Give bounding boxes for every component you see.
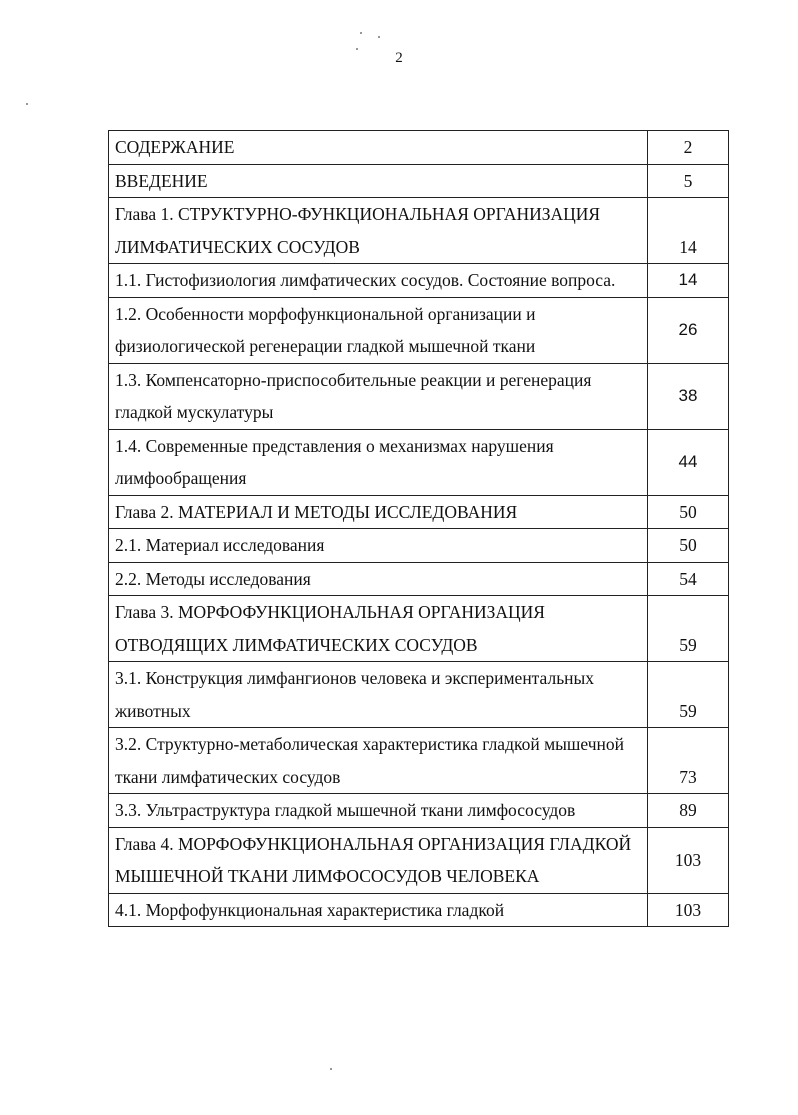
toc-entry-title: Глава 4. МОРФОФУНКЦИОНАЛЬНАЯ ОРГАНИЗАЦИЯ ГЛАДКОЙ МЫШЕЧНОЙ ТКАНИ ЛИМФОСОСУДОВ ЧЕЛОВЕКА <box>109 827 648 893</box>
toc-row <box>109 164 729 198</box>
toc-entry-page: 26 <box>648 297 729 363</box>
toc-row <box>109 596 729 662</box>
toc-entry-title: Глава 1. СТРУКТУРНО-ФУНКЦИОНАЛЬНАЯ ОРГАНИЗАЦИЯ ЛИМФАТИЧЕСКИХ СОСУДОВ <box>109 198 648 264</box>
toc-entry-page: 5 <box>648 164 729 198</box>
toc-entry-title: ВВЕДЕНИЕ <box>109 164 648 198</box>
toc-entry-page: 59 <box>648 662 729 728</box>
toc-row <box>109 827 729 893</box>
toc-entry-page: 44 <box>648 429 729 495</box>
toc-entry-title: 1.2. Особенности морфофункциональной организации и физиологической регенерации гладкой мышечной ткани <box>109 297 648 363</box>
toc-entry-page: 73 <box>648 728 729 794</box>
toc-row <box>109 562 729 596</box>
toc-row <box>109 264 729 298</box>
toc-row <box>109 198 729 264</box>
toc-entry-title: 1.4. Современные представления о механизмах нарушения лимфообращения <box>109 429 648 495</box>
toc-entry-page: 59 <box>648 596 729 662</box>
toc-entry-page: 50 <box>648 529 729 563</box>
toc-entry-page: 50 <box>648 495 729 529</box>
toc-row <box>109 429 729 495</box>
toc-entry-title: 1.1. Гистофизиология лимфатических сосудов. Состояние вопроса. <box>109 264 648 298</box>
toc-entry-page: 103 <box>648 827 729 893</box>
toc-entry-title: 3.3. Ультраструктура гладкой мышечной ткани лимфососудов <box>109 794 648 828</box>
toc-entry-page: 14 <box>648 264 729 298</box>
toc-row <box>109 529 729 563</box>
toc-entry-page: 38 <box>648 363 729 429</box>
toc-row <box>109 794 729 828</box>
toc-row <box>109 131 729 165</box>
toc-entry-title: 3.1. Конструкция лимфангионов человека и экспериментальных животных <box>109 662 648 728</box>
table-of-contents <box>108 130 729 927</box>
toc-entry-title: 2.1. Материал исследования <box>109 529 648 563</box>
toc-entry-title: 2.2. Методы исследования <box>109 562 648 596</box>
toc-entry-title: 3.2. Структурно-метаболическая характеристика гладкой мышечной ткани лимфатических сосудов <box>109 728 648 794</box>
toc-entry-page: 2 <box>648 131 729 165</box>
toc-entry-title: СОДЕРЖАНИЕ <box>109 131 648 165</box>
toc-entry-page: 103 <box>648 893 729 927</box>
toc-entry-page: 54 <box>648 562 729 596</box>
toc-row <box>109 297 729 363</box>
toc-row <box>109 363 729 429</box>
toc-entry-title: 1.3. Компенсаторно-приспособительные реакции и регенерация гладкой мускулатуры <box>109 363 648 429</box>
page-number: 2 <box>395 50 403 66</box>
toc-entry-title: Глава 3. МОРФОФУНКЦИОНАЛЬНАЯ ОРГАНИЗАЦИЯ ОТВОДЯЩИХ ЛИМФАТИЧЕСКИХ СОСУДОВ <box>109 596 648 662</box>
toc-row <box>109 728 729 794</box>
toc-row <box>109 662 729 728</box>
toc-entry-page: 89 <box>648 794 729 828</box>
toc-entry-title: 4.1. Морфофункциональная характеристика гладкой <box>109 893 648 927</box>
toc-entry-title: Глава 2. МАТЕРИАЛ И МЕТОДЫ ИССЛЕДОВАНИЯ <box>109 495 648 529</box>
toc-row <box>109 495 729 529</box>
toc-entry-page: 14 <box>648 198 729 264</box>
toc-row <box>109 893 729 927</box>
